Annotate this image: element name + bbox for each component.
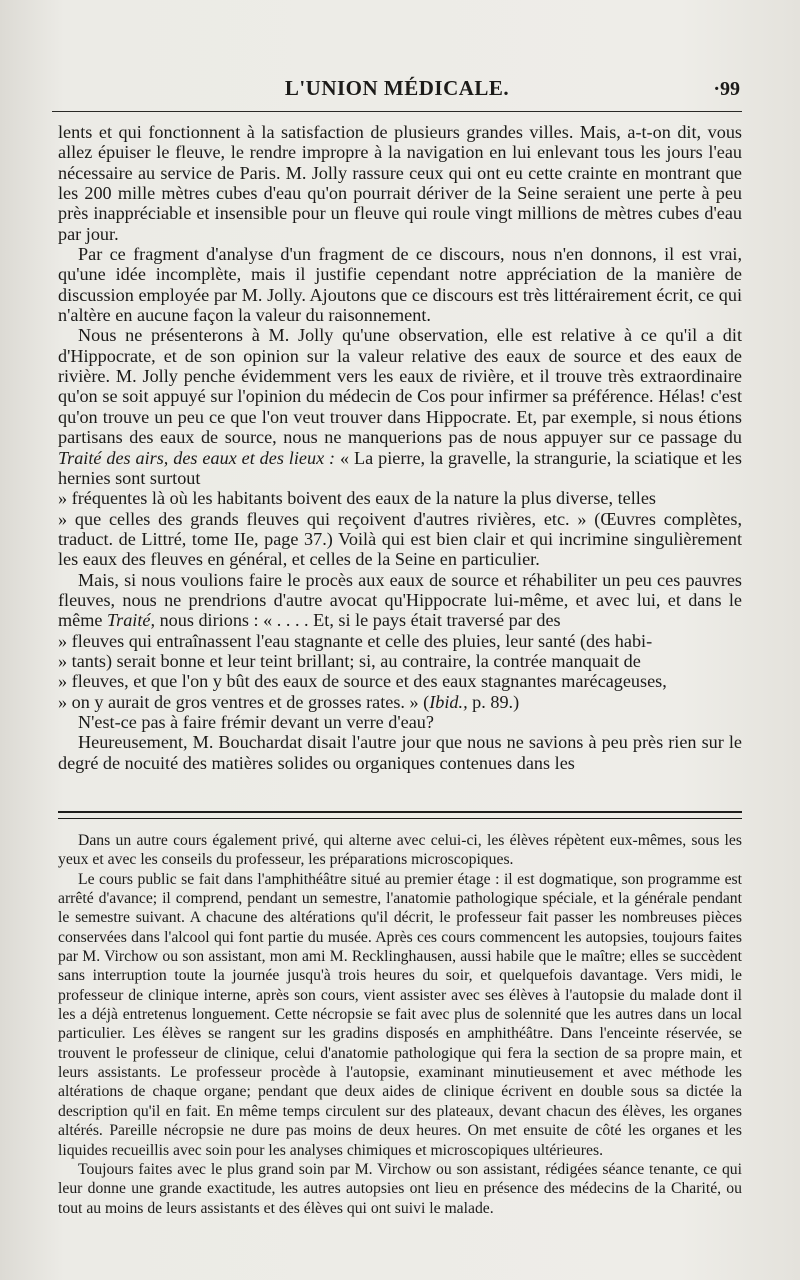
- quote-line: » que celles des grands fleuves qui reçoivent d'autres rivières, etc. » (Œuvres complètes, traduct. de Littré, tome IIe, page 37.) Voilà qui est bien clair et qui incrimine singulièrement les eaux des fleuves en général, et celles de la Seine en particulier.: [58, 508, 742, 570]
- paragraph: Heureusement, M. Bouchardat disait l'autre jour que nous ne savions à peu près rien sur le degré de nocuité des matières solides ou organiques contenues dans les: [58, 732, 742, 773]
- paragraph-text: Nous ne présenterons à M. Jolly qu'une observation, elle est relative à ce qu'il a dit d'Hippocrate, et de son opinion sur la valeur relative des eaux de source et des eaux de rivière. M. Jolly penche évidemment vers les eaux de rivière, et il trouve très extraordinaire qu'on se soit appuyé sur l'opinion du médecin de Cos pour infirmer sa préférence. Hélas! c'est qu'on trouve un peu ce que l'on veut trouver dans Hippocrate. Et, par exemple, si nous étions partisans des eaux de source, nous ne manquerions pas de nous appuyer sur ce passage du: [58, 325, 742, 448]
- footnote-text: [58, 831, 742, 1218]
- footnote-paragraph: Le cours public se fait dans l'amphithéâtre situé au premier étage : il est dogmatique, son programme est arrêté d'avance; il comprend, pendant un semestre, l'anatomie pathologique spéciale, et la générale pendant le semestre suivant. A chacune des altérations qu'il décrit, le professeur fait passer les nombreuses pièces conservées dans l'alcool qui font partie du musée. Après ces cours commencent les autopsies, toujours faites par M. Virchow ou son assistant, mon ami M. Recklinghausen, aussi habile que le maître; elles se succèdent sans interruption toute la journée jusqu'à trois heures du soir, et quelquefois davantage. Vers midi, le professeur de clinique interne, après son cours, vient assister avec ses élèves à l'autopsie du malade dont il les a déjà entretenus longuement. Cette nécropsie se fait avec plus de solennité que les autres dans un local particulier. Les élèves se rangent sur les gradins disposés en amphithéâtre. Dans l'enceinte réservée, se trouvent le professeur de clinique, celui d'anatomie pathologique qui fera la section de sa propre main, et leurs assistants. Le professeur procède à l'autopsie, examinant minutieusement et avec méthode les altérations de chaque organe; pendant que deux aides de clinique écrivent en double sous sa dictée la description qu'il en fait. En même temps circulent sur des plateaux, devant chacun des élèves, les organes altérés. Pareille nécropsie ne dure pas moins de deux heures. On met ensuite de côté les organes et les liquides recueillis avec soin pour les analyses chimiques et microscopiques ultérieures.: [58, 870, 742, 1159]
- paragraph-text: nous dirions : « . . . . Et, si le pays était traversé par des: [159, 610, 561, 631]
- italic-title: Traité,: [107, 610, 156, 631]
- quote-text: » on y aurait de gros ventres et de grosses rates. » (: [58, 691, 430, 712]
- running-title: L'UNION MÉDICALE.: [284, 76, 510, 100]
- paragraph-text: « La pierre, la gravelle, la strangurie, la sciatique et les hernies sont surtout: [58, 447, 743, 488]
- footnote-paragraph: Dans un autre cours également privé, qui alterne avec celui-ci, les élèves répètent eux-mêmes, sous les yeux et avec les conseils du professeur, les préparations microscopiques.: [58, 832, 742, 869]
- paragraph: lents et qui fonctionnent à la satisfaction de plusieurs grandes villes. Mais, a-t-on dit, vous allez épuiser le fleuve, le rendre impropre à la navigation en lui enlevant tous les jours l'eau nécessaire au service de Paris. M. Jolly rassure ceux qui ont eu cette crainte en montrant que les 200 mille mètres cubes d'eau qu'on pourrait dériver de la Seine seraient une perte à peu près inappréciable et insensible pour un fleuve qui roule vingt millions de mètres cubes d'eau par jour.: [58, 122, 742, 244]
- quote-text: p. 89.): [472, 691, 520, 712]
- paragraph: [58, 325, 742, 488]
- italic-title: Traité des airs, des eaux et des lieux :: [58, 447, 336, 468]
- quote-line: » fréquentes là où les habitants boivent des eaux de la nature la plus diverse, telles: [58, 488, 656, 509]
- quote-line: » fleuves qui entraînassent l'eau stagnante et celle des pluies, leur santé (des habi-: [58, 630, 653, 651]
- italic-reference: Ibid.,: [429, 691, 468, 712]
- quote-line: [58, 692, 742, 712]
- page-number: ·99: [713, 78, 740, 100]
- footnote-separator: [58, 811, 742, 819]
- footnote-paragraph: Toujours faites avec le plus grand soin par M. Virchow ou son assistant, rédigées séance tenante, ce qui leur donne une grande exactitude, les autres autopsies ont lieu en présence des médecins de la Charité, ou tout au moins de leurs assistants et des élèves qui ont suivi le malade.: [58, 1160, 742, 1217]
- paragraph: Par ce fragment d'analyse d'un fragment de ce discours, nous n'en donnons, il est vrai, qu'une idée incomplète, mais il justifie cependant notre appréciation de la manière de discussion employée par M. Jolly. Ajoutons que ce discours est très littérairement écrit, ce qui n'altère en aucune façon la valeur du raisonnement.: [58, 244, 742, 326]
- paragraph: [58, 570, 742, 631]
- paragraph-text: Mais, si nous voulions faire le procès aux eaux de source et réhabiliter un peu ces pauvres fleuves, nous ne prendrions d'autre avocat qu'Hippocrate lui-même, et avec lui, et dans le même: [58, 569, 742, 631]
- paragraph: N'est-ce pas à faire frémir devant un verre d'eau?: [78, 711, 434, 732]
- header-rule: [52, 111, 742, 112]
- quote-line: » fleuves, et que l'on y bût des eaux de source et des eaux stagnantes marécageuses,: [58, 671, 667, 692]
- page-header: [52, 72, 742, 106]
- quote-line: » tants) serait bonne et leur teint brillant; si, au contraire, la contrée manquait de: [58, 650, 641, 671]
- main-text: [58, 122, 742, 773]
